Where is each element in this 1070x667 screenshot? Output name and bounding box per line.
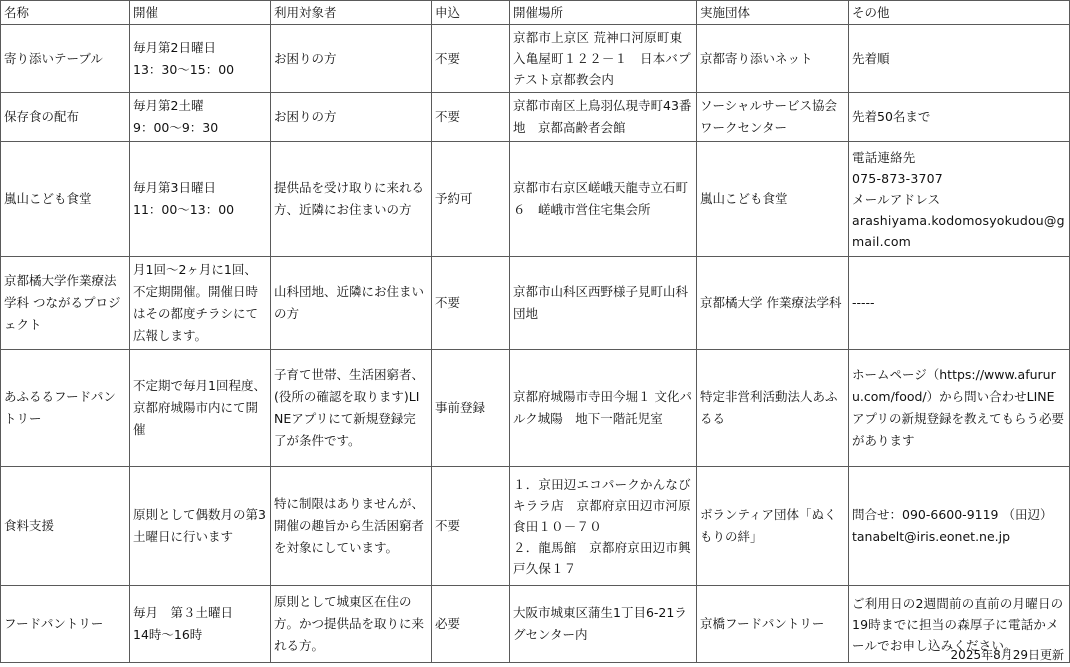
cell-venue: 大阪市城東区蒲生1丁目6-21ラグセンター内: [510, 586, 697, 663]
cell-other: 先着50名まで: [849, 93, 1070, 142]
table-row: [1, 25, 1070, 93]
header-application: 申込: [432, 1, 510, 25]
cell-target: 子育て世帯、生活困窮者、(役所の確認を取ります)LINEアプリにて新規登録完了が条件です。: [271, 350, 432, 467]
table-row: [1, 467, 1070, 586]
cell-schedule: 原則として偶数月の第3土曜日に行います: [130, 467, 271, 586]
cell-schedule: 毎月第2土曜 9：00〜9：30: [130, 93, 271, 142]
cell-other: 問合せ：090-6600-9119 （田辺） tanabelt@iris.eonet.ne.jp: [849, 467, 1070, 586]
cell-venue: 京都市山科区西野様子見町山科団地: [510, 257, 697, 350]
cell-organizer: ソーシャルサービス協会ワークセンター: [697, 93, 849, 142]
cell-name: 嵐山こども食堂: [1, 142, 130, 257]
header-target: 利用対象者: [271, 1, 432, 25]
header-schedule: 開催: [130, 1, 271, 25]
table-row: [1, 257, 1070, 350]
cell-target: 特に制限はありませんが、開催の趣旨から生活困窮者を対象にしています。: [271, 467, 432, 586]
cell-application: 不要: [432, 257, 510, 350]
cell-schedule: 毎月 第３土曜日 14時〜16時: [130, 586, 271, 663]
cell-other: ご利用日の2週間前の直前の月曜日の19時までに担当の森厚子に電話かメールでお申し込みください。: [849, 586, 1070, 663]
cell-target: 山科団地、近隣にお住まいの方: [271, 257, 432, 350]
header-name: 名称: [1, 1, 130, 25]
cell-venue: 京都市上京区 荒神口河原町東入亀屋町１２２－１ 日本バプテスト京都教会内: [510, 25, 697, 93]
cell-schedule: 不定期で毎月1回程度、京都府城陽市内にて開催: [130, 350, 271, 467]
cell-application: 事前登録: [432, 350, 510, 467]
cell-name: あふるるフードパントリー: [1, 350, 130, 467]
cell-application: 不要: [432, 467, 510, 586]
cell-schedule: 毎月第3日曜日 11：00〜13：00: [130, 142, 271, 257]
cell-schedule: 月1回〜2ヶ月に1回、不定期開催。開催日時はその都度チラシにて広報します。: [130, 257, 271, 350]
cell-name: 保存食の配布: [1, 93, 130, 142]
cell-venue: 京都市右京区嵯峨天龍寺立石町６ 嵯峨市営住宅集会所: [510, 142, 697, 257]
cell-other: 電話連絡先 075-873-3707 メールアドレス arashiyama.kodomosyokudou@gmail.com: [849, 142, 1070, 257]
cell-application: 必要: [432, 586, 510, 663]
cell-other: 先着順: [849, 25, 1070, 93]
cell-schedule: 毎月第2日曜日 13：30〜15：00: [130, 25, 271, 93]
cell-target: お困りの方: [271, 93, 432, 142]
cell-application: 不要: [432, 25, 510, 93]
header-other: その他: [849, 1, 1070, 25]
table-row: [1, 142, 1070, 257]
header-venue: 開催場所: [510, 1, 697, 25]
cell-name: フードパントリー: [1, 586, 130, 663]
table-row: [1, 93, 1070, 142]
cell-organizer: 京都寄り添いネット: [697, 25, 849, 93]
cell-name: 食料支援: [1, 467, 130, 586]
cell-target: 提供品を受け取りに来れる方、近隣にお住まいの方: [271, 142, 432, 257]
table-row: [1, 586, 1070, 663]
cell-other: ホームページ（https://www.afururu.com/food/）から問い合わせLINEアプリの新規登録を教えてもらう必要があります: [849, 350, 1070, 467]
cell-venue: １．京田辺エコパークかんなび キララ店 京都府京田辺市河原食田１０－７０ ２．龍馬館 京都府京田辺市興戸久保１７: [510, 467, 697, 586]
cell-venue: 京都市南区上鳥羽仏現寺町43番地 京都高齢者会館: [510, 93, 697, 142]
cell-organizer: 京都橘大学 作業療法学科: [697, 257, 849, 350]
cell-target: お困りの方: [271, 25, 432, 93]
updated-date: 2025年8月29日更新: [950, 648, 1064, 662]
header-organizer: 実施団体: [697, 1, 849, 25]
header-row: [1, 1, 1070, 25]
cell-other: -----: [849, 257, 1070, 350]
cell-organizer: 京橋フードパントリー: [697, 586, 849, 663]
table-row: [1, 350, 1070, 467]
cell-organizer: 特定非営利活動法人あふるる: [697, 350, 849, 467]
cell-organizer: 嵐山こども食堂: [697, 142, 849, 257]
cell-application: 不要: [432, 93, 510, 142]
cell-name: 寄り添いテーブル: [1, 25, 130, 93]
cell-organizer: ボランティア団体「ぬくもりの絆」: [697, 467, 849, 586]
cell-venue: 京都府城陽市寺田今堀１ 文化パルク城陽 地下一階託児室: [510, 350, 697, 467]
cell-name: 京都橘大学作業療法学科 つながるプロジェクト: [1, 257, 130, 350]
cell-application: 予約可: [432, 142, 510, 257]
cell-target: 原則として城東区在住の方。かつ提供品を取りに来れる方。: [271, 586, 432, 663]
